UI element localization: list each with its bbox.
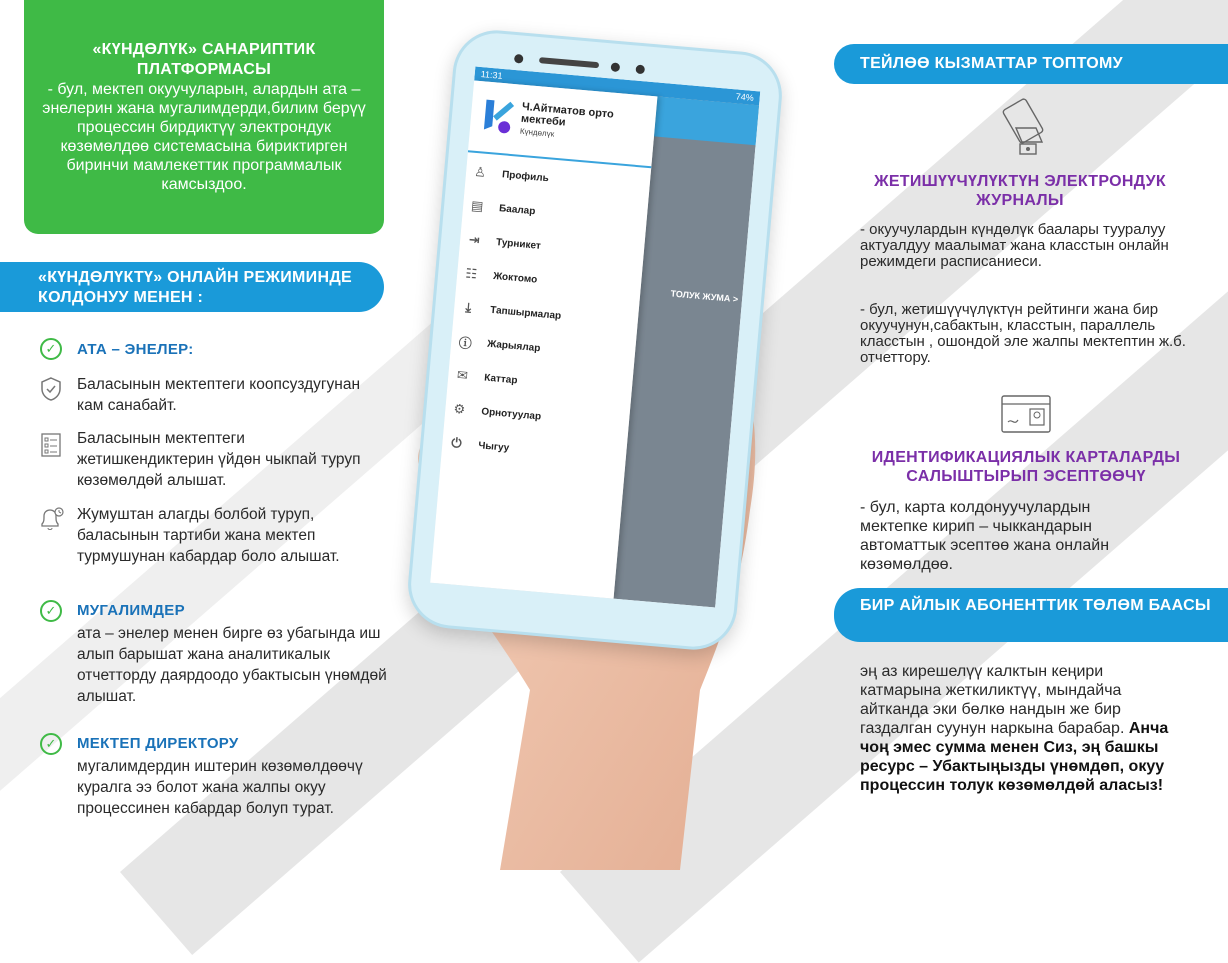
intro-title: «КҮНДӨЛҮК» САНАРИПТИК ПЛАТФОРМАСЫ (92, 41, 316, 78)
fee-text (860, 662, 1180, 795)
user-icon: ♙ (473, 163, 487, 180)
school-subtitle: Күндөлүк (519, 126, 555, 139)
journal-text-2: - бул, жетишүүчүлүктүн рейтинги жана бир окуучунун,сабактын, класстын, параллель класстын , ошондой эле жалпы мектептин ж.б. отчеттору. (860, 301, 1186, 366)
menu-item-logout[interactable]: ⏻ Чыгуу (441, 425, 627, 475)
status-time: 11:31 (480, 69, 503, 81)
director-text: мугалимдердин иштерин көзөмөлдөөчү куралга ээ болот жана жалпы окуу процессинен кабардар болуп турат. (77, 758, 363, 817)
fee-bold-note: Анча чоң эмес сумма менен Сиз, эң башкы ресурс – Убактыңызды үнөмдөп, окуу процессин толук көзөмөлдөй аласыз! (860, 720, 1169, 794)
check-circle-icon: ✓ (40, 338, 62, 360)
checklist-icon (40, 432, 62, 458)
tasks-icon: ⤓ (464, 299, 472, 316)
school-name: Ч.Айтматов орто мектеби (520, 100, 615, 129)
cards-title: ИДЕНТИФИКАЦИЯЛЫК КАРТАЛАРДЫ САЛЫШТЫРЫП ЭСЕПТӨӨЧҮ (871, 449, 1181, 485)
cards-text: - бул, карта колдонуучулардын мектепке кирип – чыккандарын автоматтык эсептөө жана онлайн көзөмөлдөө. (860, 499, 1110, 573)
intro-box (24, 0, 384, 234)
id-card-reader-icon (1000, 394, 1052, 434)
kundoluk-logo (480, 95, 517, 136)
alarm-bell-icon (38, 506, 66, 532)
services-header: ТЕЙЛӨӨ КЫЗМАТТАР ТОПТОМУ (834, 44, 1228, 84)
info-icon: ⓘ (458, 334, 473, 351)
status-battery: 74% (735, 91, 755, 103)
shield-icon (40, 376, 62, 402)
journal-title: ЖЕТИШҮҮЧҮЛҮКТҮН ЭЛЕКТРОНДУК ЖУРНАЛЫ (874, 173, 1166, 209)
menu-item-attendance[interactable]: ☷ Жоктомо (456, 256, 642, 306)
wallet-card-icon (1002, 98, 1048, 156)
full-week-link[interactable]: ТОЛУК ЖУМА > (670, 288, 739, 305)
drawer-menu (441, 152, 651, 475)
mail-icon: ✉ (456, 367, 469, 384)
settings-icon: ⚙ (453, 400, 466, 417)
journal-text-1: - окуучулардын күндөлүк баалары тууралуу актуалдуу маалымат жана класстын онлайн режимдеги расписаниеси. (860, 221, 1169, 270)
attendance-icon: ☷ (464, 265, 478, 282)
phone-screen (430, 67, 760, 608)
turnstile-icon: ⇥ (468, 231, 481, 248)
parents-title: АТА – ЭНЕЛЕР: (77, 341, 194, 358)
menu-item-tasks[interactable]: ⤓ Тапшырмалар (453, 290, 639, 340)
parents-item-3: Жумуштан алагды болбой туруп, баласынын тартиби жана мектеп турмушунан кабардар боло алышат. (77, 506, 340, 565)
director-title: МЕКТЕП ДИРЕКТОРУ (77, 735, 239, 752)
menu-item-announcements[interactable]: ⓘ Жарыялар (450, 324, 636, 374)
teachers-title: МУГАЛИМДЕР (77, 602, 185, 619)
teachers-text: ата – энелер менен бирге өз убагында иш алып барышат жана аналитикалык отчетторду даярдоодо убактысын үнөмдөй алышат. (77, 625, 387, 705)
menu-item-profile[interactable]: ♙ Профиль (465, 154, 651, 204)
check-circle-icon: ✓ (40, 600, 62, 622)
grades-icon: ▤ (470, 197, 485, 214)
menu-item-messages[interactable]: ✉ Каттар (447, 357, 633, 407)
fee-description: эң аз кирешелүү калктын кеңири катмарына жеткиликтүү, мындайча айтканда эки бөлкө нандын же бир газдалган суунун наркына барабар. (860, 663, 1125, 737)
menu-item-grades[interactable]: ▤ Баалар (462, 188, 648, 238)
smartphone (404, 27, 785, 653)
online-usage-header: «КҮНДӨЛҮКТҮ» ОНЛАЙН РЕЖИМИНДЕ КОЛДОНУУ МЕНЕН : (0, 262, 384, 312)
menu-item-settings[interactable]: ⚙ Орнотуулар (444, 391, 630, 441)
parents-item-2: Баласынын мектептеги жетишкендиктерин үйдөн чыкпай туруп көзөмөлдөй алышат. (77, 430, 361, 489)
power-icon: ⏻ (450, 434, 463, 451)
fee-header: БИР АЙЛЫК АБОНЕНТТИК ТӨЛӨМ БААСЫ (834, 588, 1228, 642)
check-circle-icon: ✓ (40, 733, 62, 755)
parents-item-1: Баласынын мектептеги коопсуздугунан кам санабайт. (77, 376, 361, 414)
menu-item-turnstile[interactable]: ⇥ Турникет (459, 222, 645, 272)
intro-text: - бул, мектеп окуучуларын, алардын ата – энелерин жана мугалимдерди,билим берүү процессин бирдиктүү электрондук көзөмөлдөө системасына бириктирген биринчи мамлекеттик программалык камсыздоо. (42, 81, 366, 193)
